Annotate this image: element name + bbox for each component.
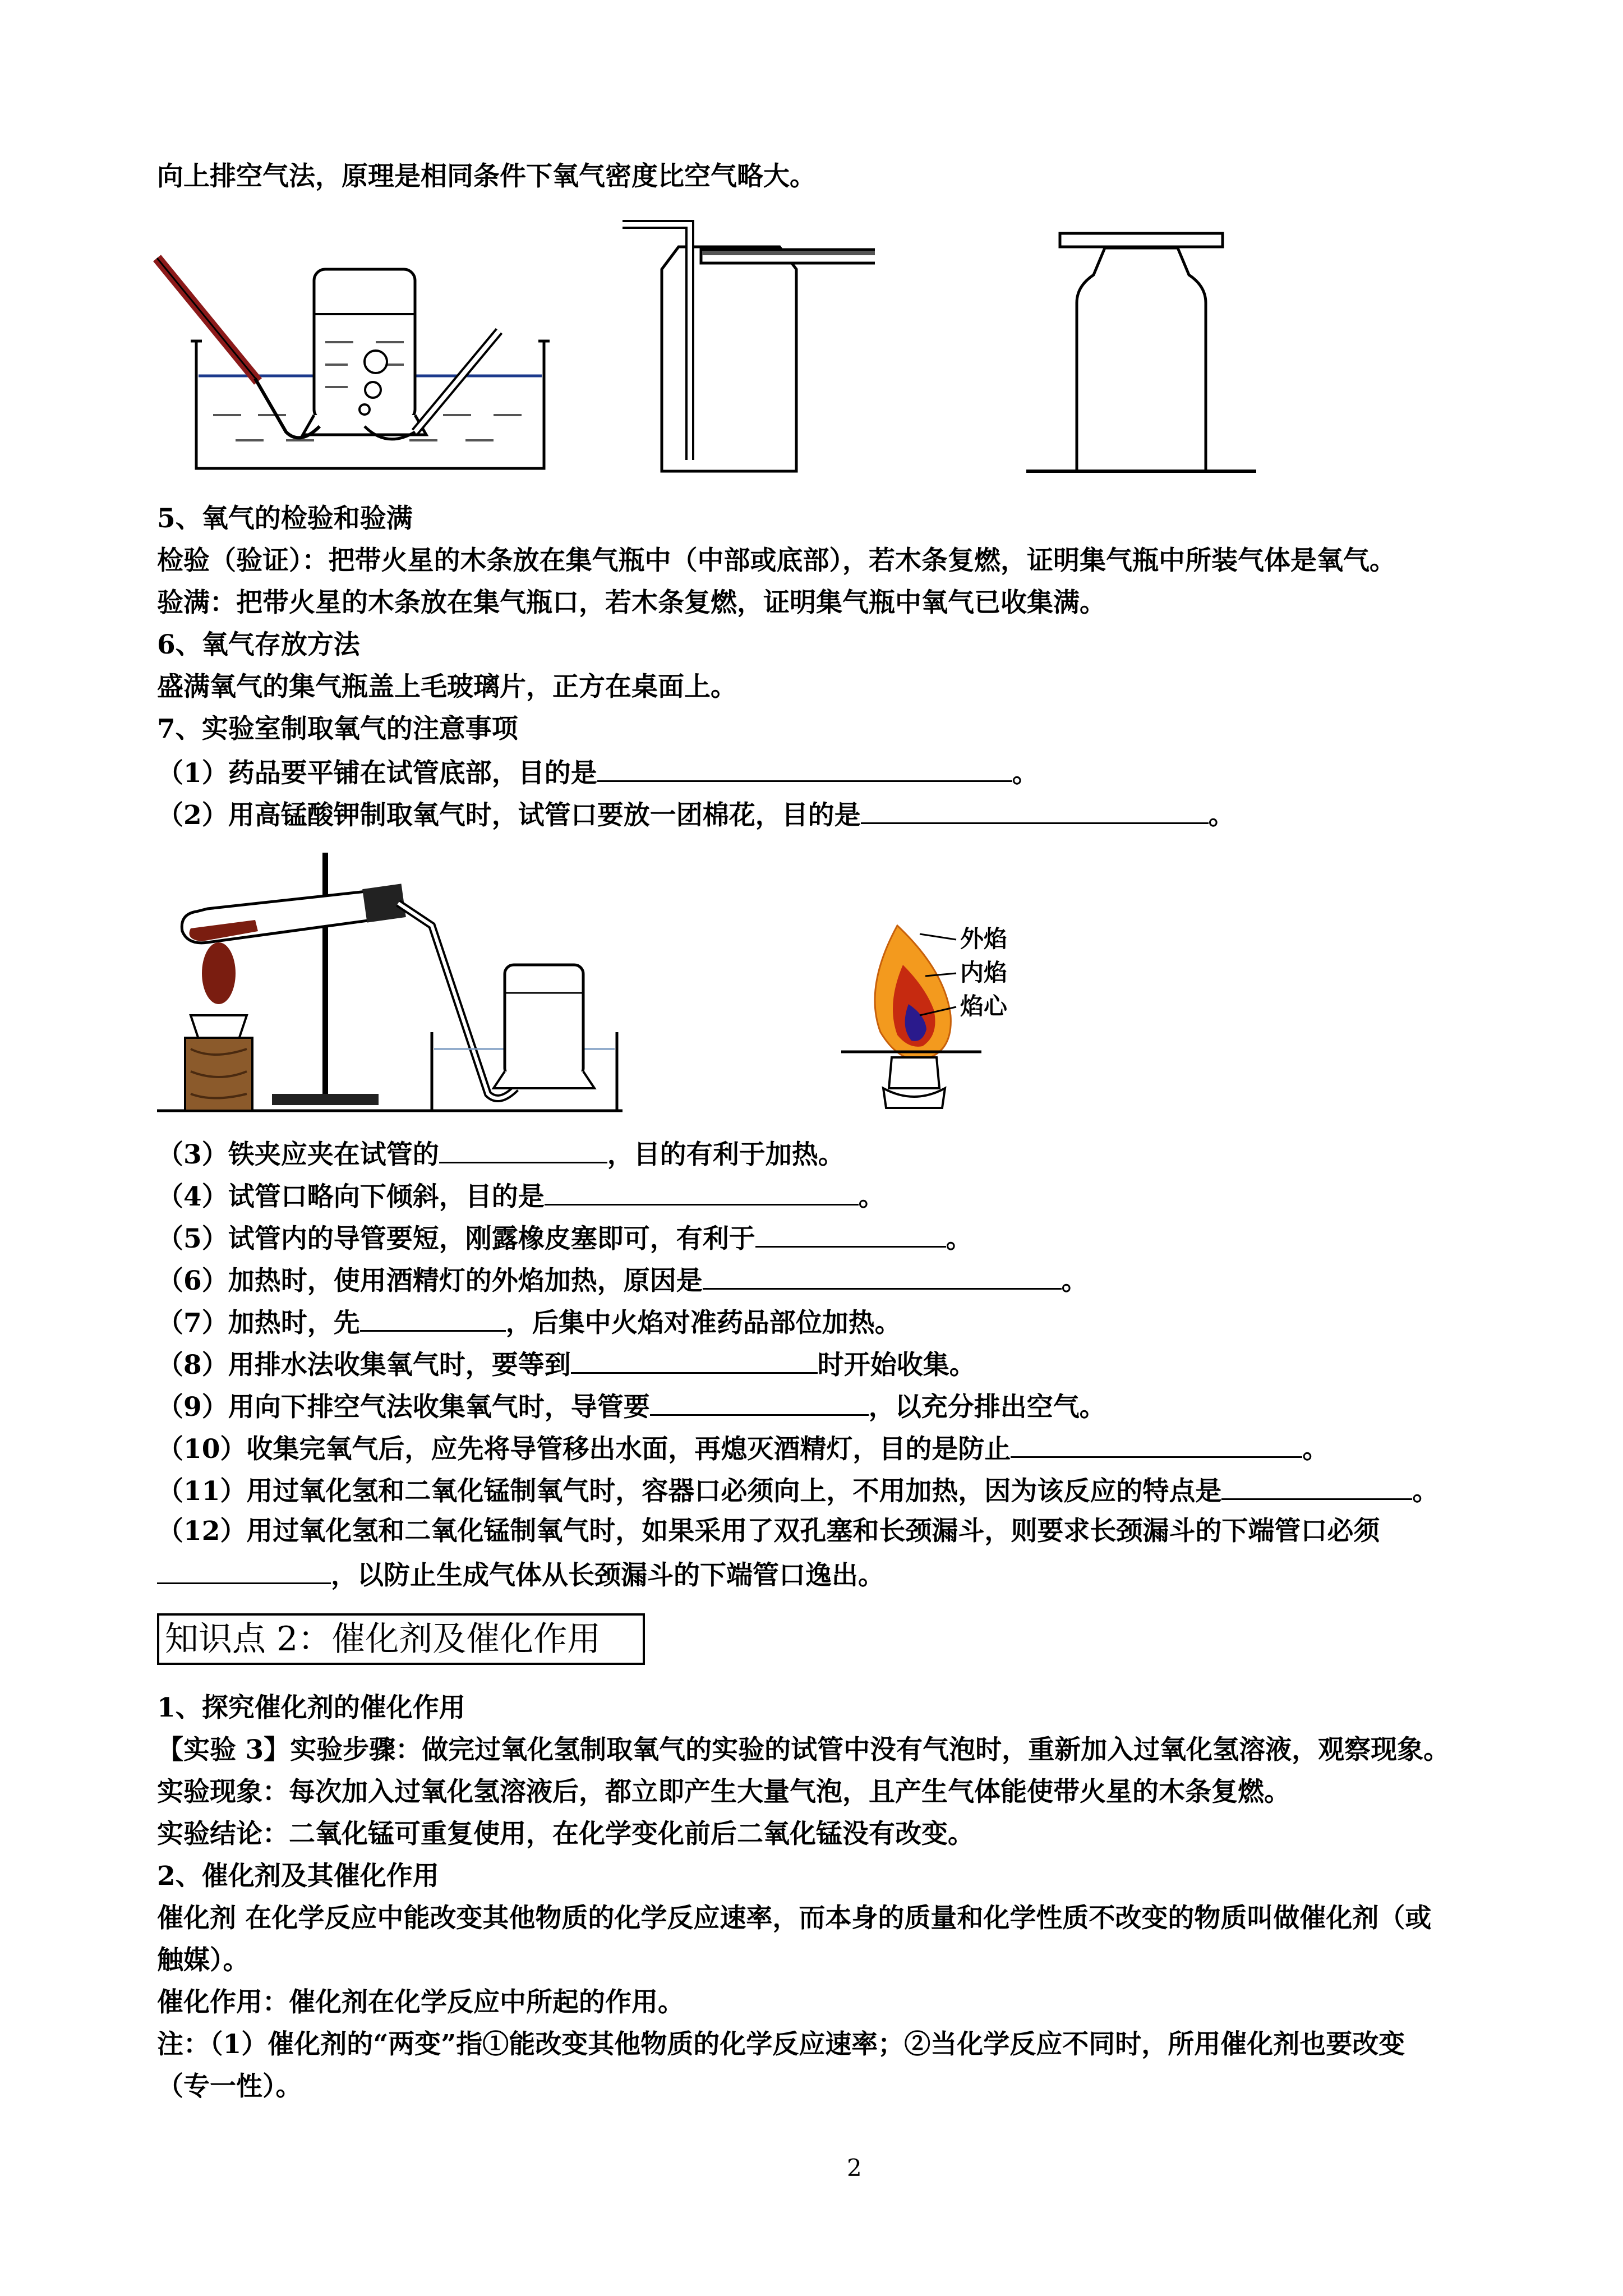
note-item-2-post: 。: [1208, 800, 1235, 831]
note-item-10-pre: （10）收集完氧气后，应先将导管移出水面，再熄灭酒精灯，目的是防止: [157, 1434, 1011, 1465]
note-item-12-pre: （12）用过氧化氢和二氧化锰制氧气时，如果采用了双孔塞和长颈漏斗，则要求长颈漏斗的下端管口必须: [157, 1516, 1380, 1547]
page-number: 2: [847, 2154, 862, 2182]
sec6-text: 盛满氧气的集气瓶盖上毛玻璃片，正方在桌面上。: [157, 671, 737, 702]
sec5-title: 5、氧气的检验和验满: [157, 503, 413, 534]
note-item-11: [157, 1473, 1438, 1508]
note-item-3: [157, 1136, 845, 1172]
note-item-8-post: 时开始收集。: [817, 1350, 976, 1381]
note-item-4-pre: （4）试管口略向下倾斜，目的是: [157, 1181, 545, 1212]
note-item-10: [157, 1430, 1329, 1466]
sec5-full-text: 验满：把带火星的木条放在集气瓶口，若木条复燃，证明集气瓶中氧气已收集满。: [157, 587, 1106, 618]
note-item-12: [157, 1515, 1380, 1548]
note-item-7-pre: （7）加热时，先: [157, 1308, 360, 1338]
answer-blank-8[interactable]: [571, 1346, 818, 1374]
kp2-experiment-steps: [157, 1733, 1450, 1767]
note-line-2: （专一性）。: [157, 2071, 302, 2102]
sec5-check-text: 检验（验证）：把带火星的木条放在集气瓶中（中部或底部），若木条复燃，证明集气瓶中所装气体是氧气。: [157, 545, 1396, 576]
intro-line: 向上排空气法，原理是相同条件下氧气密度比空气略大。: [157, 161, 816, 192]
catalyst-definition-line-2: 触媒）。: [157, 1945, 250, 1976]
answer-blank-9[interactable]: [650, 1388, 869, 1416]
note-item-7-post: ，后集中火焰对准药品部位加热。: [505, 1308, 901, 1338]
note-item-8: [157, 1346, 976, 1382]
knowledge-point-2-title: 知识点 2：催化剂及催化作用: [157, 1613, 645, 1665]
catalyst-definition-line-1: 催化剂 在化学反应中能改变其他物质的化学反应速率，而本身的质量和化学性质不改变的物质叫做催化剂（或: [157, 1903, 1432, 1934]
sec6-title: 6、氧气存放方法: [157, 629, 360, 660]
note-item-2-pre: （2）用高锰酸钾制取氧气时，试管口要放一团棉花，目的是: [157, 800, 861, 831]
heating-apparatus-figure: [157, 847, 628, 1116]
experiment-steps-text: 实验步骤：做完过氧化氢制取氧气的实验的试管中没有气泡时，重新加入过氧化氢溶液，观察现象。: [290, 1734, 1450, 1765]
downward-air-displacement-figure: [1021, 224, 1267, 482]
answer-blank-12[interactable]: [157, 1557, 331, 1584]
note-item-10-post: 。: [1302, 1434, 1329, 1465]
catalysis-definition: 催化作用：催化剂在化学反应中所起的作用。: [157, 1987, 684, 2018]
sec7-title: 7、实验室制取氧气的注意事项: [157, 714, 518, 744]
answer-blank-10[interactable]: [1011, 1430, 1302, 1458]
flame-label-outer: 外焰: [960, 925, 1008, 953]
note-item-5-post: 。: [946, 1223, 972, 1254]
note-item-11-post: 。: [1412, 1476, 1439, 1507]
kp2-experiment-phenomenon: 实验现象：每次加入过氧化氢溶液后，都立即产生大量气泡，且产生气体能使带火星的木条复燃。: [157, 1777, 1290, 1807]
flame-label-core: 焰心: [960, 992, 1008, 1020]
answer-blank-5[interactable]: [755, 1220, 946, 1248]
kp2-experiment-conclusion: 实验结论：二氧化锰可重复使用，在化学变化前后二氧化锰没有改变。: [157, 1819, 974, 1849]
answer-blank-1[interactable]: [597, 754, 1012, 782]
kp2-s2-title: 2、催化剂及其催化作用: [157, 1861, 439, 1892]
alcohol-lamp-flame-figure: [830, 909, 1066, 1116]
note-item-7: [157, 1304, 901, 1340]
note-item-11-pre: （11）用过氧化氢和二氧化锰制氧气时，容器口必须向上，不用加热，因为该反应的特点是: [157, 1476, 1222, 1507]
note-item-12b-post: ，以防止生成气体从长颈漏斗的下端管口逸出。: [331, 1560, 884, 1591]
note-item-9: [157, 1388, 1106, 1424]
note-line-1: 注：（1）催化剂的“两变”指①能改变其他物质的化学反应速率；②当化学反应不同时，所用催化剂也要改变: [157, 2029, 1405, 2060]
note-item-4: [157, 1178, 885, 1214]
note-item-3-pre: （3）铁夹应夹在试管的: [157, 1139, 439, 1170]
kp2-s1-title: 1、探究催化剂的催化作用: [157, 1692, 465, 1723]
experiment-label: 【实验 3】: [157, 1734, 291, 1765]
note-item-6-pre: （6）加热时，使用酒精灯的外焰加热，原因是: [157, 1266, 703, 1296]
note-item-5: [157, 1220, 972, 1256]
note-item-9-pre: （9）用向下排空气法收集氧气时，导管要: [157, 1392, 650, 1423]
water-displacement-figure: [151, 247, 555, 482]
answer-blank-11[interactable]: [1221, 1473, 1412, 1500]
note-item-6: [157, 1262, 1088, 1298]
answer-blank-6[interactable]: [703, 1262, 1062, 1290]
note-item-1-post: 。: [1012, 758, 1039, 789]
note-item-8-pre: （8）用排水法收集氧气时，要等到: [157, 1350, 571, 1381]
note-item-12-continued: [157, 1557, 884, 1593]
note-item-2: [157, 797, 1235, 832]
answer-blank-4[interactable]: [545, 1178, 859, 1205]
note-item-9-post: ，以充分排出空气。: [868, 1392, 1106, 1423]
flame-label-inner: 内焰: [960, 959, 1008, 986]
answer-blank-2[interactable]: [861, 797, 1209, 824]
upward-air-displacement-figure: [617, 213, 875, 482]
note-item-1: [157, 754, 1039, 790]
note-item-3-post: ，目的有利于加热。: [607, 1139, 845, 1170]
answer-blank-7[interactable]: [360, 1304, 506, 1332]
note-item-6-post: 。: [1061, 1266, 1088, 1296]
answer-blank-3[interactable]: [439, 1136, 607, 1163]
note-item-4-post: 。: [858, 1181, 885, 1212]
note-item-1-pre: （1）药品要平铺在试管底部，目的是: [157, 758, 597, 789]
note-item-5-pre: （5）试管内的导管要短，刚露橡皮塞即可，有利于: [157, 1223, 755, 1254]
